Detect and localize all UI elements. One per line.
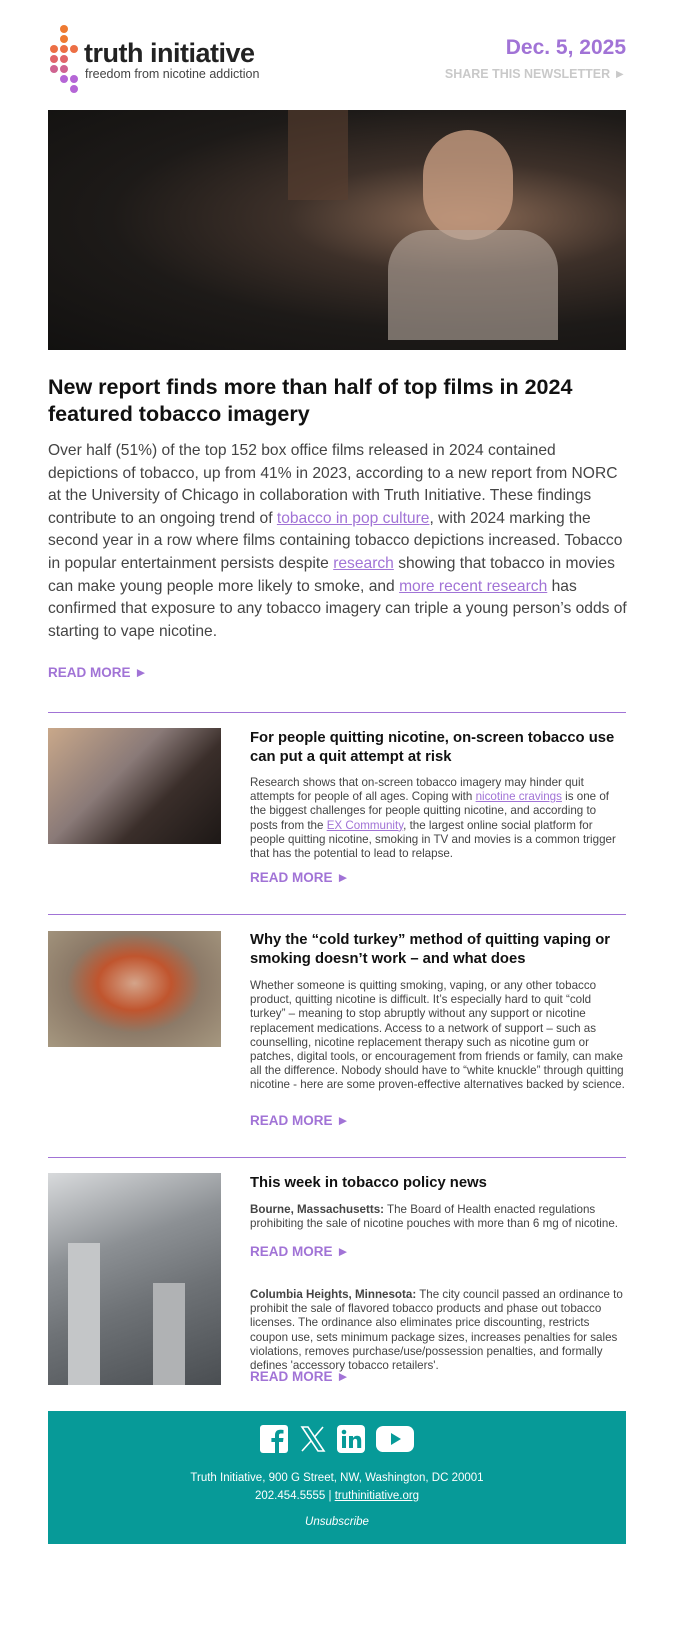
policy-1-read-more-link[interactable]: READ MORE ► [250, 1244, 350, 1259]
divider [48, 914, 626, 915]
column-shape [68, 1243, 100, 1385]
youtube-icon[interactable] [376, 1425, 414, 1453]
footer-address: Truth Initiative, 900 G Street, NW, Washington, DC 20001 [190, 1472, 484, 1484]
policy-title: This week in tobacco policy news [250, 1175, 487, 1191]
tobacco-pop-culture-link[interactable]: tobacco in pop culture [276, 509, 430, 527]
article-1-read-more-link[interactable]: READ MORE ► [250, 870, 350, 885]
more-recent-research-link[interactable]: more recent research [399, 577, 548, 595]
hero-person-body [388, 230, 558, 340]
article-text: is one of the biggest challenges for people quitting nicotine, and according to posts from the [250, 790, 609, 832]
linkedin-icon[interactable] [337, 1425, 365, 1453]
logo-wordmark: truth initiative [84, 38, 255, 68]
article-text: , the largest online social platform for people quitting nicotine, smoking in TV and movies is a common trigger that has the potential to lead to relapse. [250, 818, 616, 861]
social-links [48, 1425, 626, 1455]
hero-person [423, 130, 513, 240]
policy-text: The Board of Health enacted regulations prohibiting the sale of nicotine pouches with more than 6 mg of nicotine. [250, 1203, 618, 1231]
article-1-body [250, 776, 626, 861]
share-newsletter-link[interactable]: SHARE THIS NEWSLETTER ► [444, 67, 626, 81]
truth-initiative-logo-icon [48, 24, 80, 94]
feature-text: Over half (51%) of the top 152 box office films released in 2024 contained depictions of tobacco, up from 41% in 2023, according to a new report from NORC at the University of Chicago in collaboration with Truth Initiative. These findings contribute to an ongoing trend of [48, 442, 618, 527]
feature-text: has confirmed that exposure to any tobacco imagery can triple a young person’s odds of starting to vape nicotine. [48, 577, 627, 640]
website-link[interactable]: truthinitiative.org [334, 1490, 420, 1502]
feature-read-more-link[interactable]: READ MORE ► [48, 665, 148, 680]
research-link[interactable]: research [333, 554, 394, 572]
feature-title[interactable]: New report finds more than half of top films in 2024 featured tobacco imagery [48, 375, 573, 426]
footer [48, 1411, 626, 1544]
feature-text: showing that tobacco in movies can make young people more likely to smoke, and [48, 554, 615, 595]
article-2-body: Whether someone is quitting smoking, vaping, or any other tobacco product, quitting nicotine is difficult. It’s especially hard to quit “cold turkey” – meaning to stop abruptly without any support or nicotine replacement medications. Access to a network of support – such as counselling, nicotine replacement therapy such as nicotine gum or patches, digital tools, or encouragement from friends or family, can make all the difference. Nobody should have to “white knuckle” through quitting nicotine - here are some proven-effective alternatives backed by science. [250, 979, 625, 1092]
facebook-icon[interactable] [260, 1425, 288, 1453]
separator: | [325, 1490, 335, 1502]
unsubscribe-link[interactable]: Unsubscribe [305, 1516, 369, 1528]
footer-phone: 202.454.5555 [254, 1490, 326, 1502]
hero-window-light [288, 110, 348, 200]
article-1-title[interactable]: For people quitting nicotine, on-screen tobacco use can put a quit attempt at risk [250, 730, 615, 765]
policy-image[interactable] [48, 1173, 221, 1385]
article-text: Research shows that on-screen tobacco imagery may hinder quit attempts for people of all ages. Coping with [250, 776, 584, 804]
column-shape [153, 1283, 185, 1385]
article-2-title[interactable]: Why the “cold turkey” method of quitting vaping or smoking doesn’t work – and what does [250, 932, 611, 967]
policy-text: The city council passed an ordinance to prohibit the sale of flavored tobacco products and phase out tobacco licenses. The ordinance also eliminates price discounting, restricts coupon use, sets minimum package sizes, increases penalties for sales violations, removes purchase/use/possession penalties, and formally defines 'accessory tobacco retailers'. [250, 1288, 623, 1373]
article-2-image[interactable] [48, 931, 221, 1047]
policy-item-2 [250, 1288, 626, 1373]
feature-text: , with 2024 marking the second year in a row where films containing tobacco depictions increased. Tobacco in popular entertainment persists despite [48, 509, 623, 572]
policy-location: Columbia Heights, Minnesota: [250, 1288, 417, 1301]
logo-tagline: freedom from nicotine addiction [85, 67, 260, 81]
x-icon[interactable] [299, 1425, 327, 1453]
nicotine-cravings-link[interactable]: nicotine cravings [475, 790, 562, 804]
ex-community-link[interactable]: EX Community [326, 818, 404, 832]
hero-image[interactable] [48, 110, 626, 350]
footer-contact [48, 1487, 626, 1505]
newsletter-date: Dec. 5, 2025 [505, 36, 626, 59]
policy-location: Bourne, Massachusetts: [250, 1203, 385, 1216]
feature-body [48, 440, 628, 643]
policy-2-read-more-link[interactable]: READ MORE ► [250, 1369, 350, 1384]
policy-item-1 [250, 1203, 626, 1231]
divider [48, 1157, 626, 1158]
article-2-read-more-link[interactable]: READ MORE ► [250, 1113, 350, 1128]
divider [48, 712, 626, 713]
article-1-image[interactable] [48, 728, 221, 844]
